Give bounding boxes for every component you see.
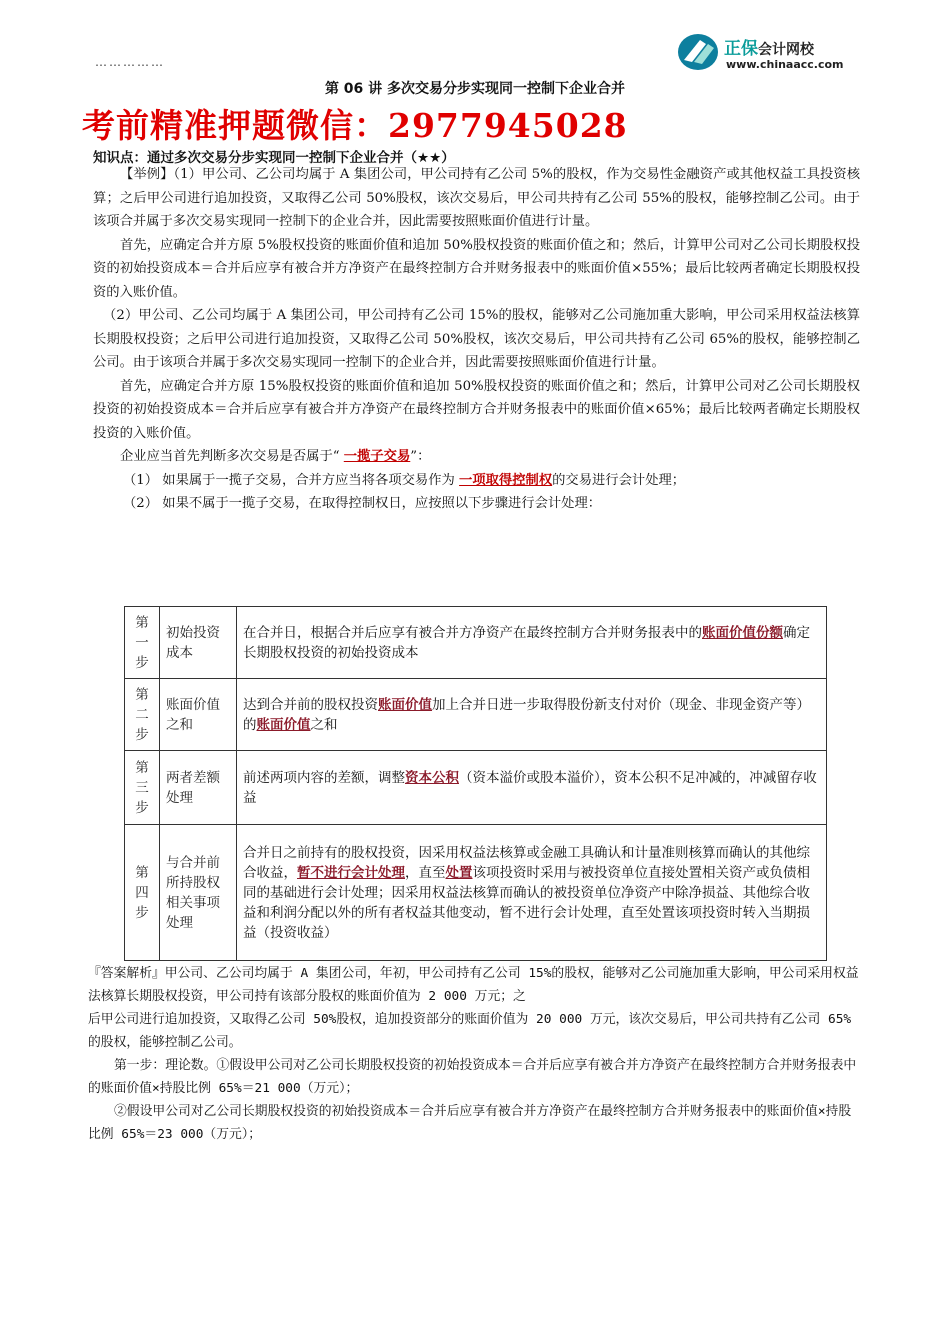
step-name: 账面价值之和 <box>166 696 220 733</box>
answer-step-1: 第一步：理论数。①假设甲公司对乙公司长期股权投资的初始投资成本＝合并后应享有被合并方净资产在最终控制方合并财务报表中的账面价值×持股比例 65%＝21 000（万元）； <box>88 1058 857 1096</box>
step-name-cell <box>160 825 237 961</box>
step-label-cell <box>125 679 160 751</box>
step-label-cell <box>125 607 160 679</box>
logo-brand <box>724 34 814 59</box>
table-row <box>125 751 827 825</box>
case-1-paragraph <box>93 469 860 493</box>
logo-brand-name: 正保 <box>724 39 758 59</box>
step-description <box>237 825 827 961</box>
table-row <box>125 679 827 751</box>
step-keyword: 暂不进行会计处理 <box>297 864 405 881</box>
answer-paragraph-1: 『答案解析』甲公司、乙公司均属于 A 集团公司，年初，甲公司持有乙公司 15%的股权，能够对乙公司施加重大影响，甲公司采用权益法核算长期股权投资，甲公司持有该部分股权的账面价值为 2 000 万元；之 <box>88 966 859 1004</box>
step-description <box>237 679 827 751</box>
example-paragraph-4: 首先，应确定合并方原 15%股权投资的账面价值和追加 50%股权投资的账面价值之和；然后，计算甲公司对乙公司长期股权投资的初始投资成本＝合并后应享有被合并方净资产在最终控制方合并财务报表中的账面价值×65%；最后比较两者确定长期股权投资的入账价值。 <box>93 378 860 441</box>
step-name: 与合并前所持股权相关事项处理 <box>166 854 220 931</box>
lecture-title: 第 06 讲 多次交易分步实现同一控制下企业合并 <box>324 81 626 97</box>
case-1-text-before: （1） 如果属于一揽子交易，合并方应当将各项交易作为 <box>123 472 460 488</box>
step-name-cell <box>160 679 237 751</box>
step-description <box>237 751 827 825</box>
step-desc-text: 合并日之前持有的股权投资，因采用权益法核算或金融工具确认和计量准则核算而确认的其他综合收益， <box>243 844 810 881</box>
keyword-control-transaction: 一项取得控制权 <box>459 472 553 488</box>
step-keyword: 账面价值份额 <box>702 624 783 641</box>
step-label: 第二步 <box>135 686 149 743</box>
judgement-paragraph <box>93 445 860 469</box>
logo-emblem-icon <box>676 32 720 72</box>
example-paragraph-1: 【举例】（1）甲公司、乙公司均属于 A 集团公司，甲公司持有乙公司 5%的股权，作为交易性金融资产或其他权益工具投资核算；之后甲公司进行追加投资，又取得乙公司 50%股权，该次交易后，甲公司共持有乙公司 55%的股权，能够控制乙公司。由于该项合并属于多次交易实现同一控制下的企业合并，因此需要按照账面价值进行计量。 <box>93 167 860 229</box>
keyword-package-deal: 一揽子交易 <box>343 449 411 464</box>
answer-paragraph-2: 后甲公司进行追加投资，又取得乙公司 50%股权，追加投资部分的账面价值为 20 000 万元，该次交易后，甲公司共持有乙公司 65%的股权，能够控制乙公司。 <box>88 1012 852 1050</box>
example-paragraph-3: （2）甲公司、乙公司均属于 A 集团公司，甲公司持有乙公司 15%的股权，能够对乙公司施加重大影响，甲公司采用权益法核算长期股权投资；之后甲公司进行追加投资，又取得乙公司 50%股权，该次交易后，甲公司共持有乙公司 65%的股权，能够控制乙公司。由于该项合并属于多次交易实现同一控制下的企业合并，因此需要按照账面价值进行计量。 <box>93 308 860 370</box>
answer-step-1-alt: ②假设甲公司对乙公司长期股权投资的初始投资成本＝合并后应享有被合并方净资产在最终控制方合并财务报表中的账面价值×持股比例 65%＝23 000（万元）； <box>88 1104 852 1142</box>
step-desc-text: 确定长期股权投资的初始投资成本 <box>243 624 810 661</box>
step-label: 第三步 <box>135 759 149 816</box>
step-description <box>237 607 827 679</box>
case-2-paragraph: （2） 如果不属于一揽子交易，在取得控制权日，应按照以下步骤进行会计处理： <box>123 496 602 511</box>
step-keyword: 处置 <box>445 864 473 881</box>
case-1-text-after: 的交易进行会计处理； <box>552 472 686 488</box>
logo-url: www.chinaacc.com <box>726 58 844 71</box>
step-desc-text: 该项投资时采用与被投资单位直接处置相关资产或负债相同的基础进行会计处理；因采用权益法核算而确认的被投资单位净资产中除净损益、其他综合收益和利润分配以外的所有者权益其他变动，暂不进行会计处理，直至处置该项投资时转入当期损益（投资收益） <box>243 864 810 941</box>
logo-brand-sub: 会计网校 <box>758 42 814 58</box>
step-desc-text: 达到合并前的股权投资 <box>243 696 378 713</box>
example-section <box>93 163 860 516</box>
steps-table <box>124 606 827 961</box>
step-name-cell <box>160 607 237 679</box>
knowledge-point-title: 知识点：通过多次交易分步实现同一控制下企业合并（★★） <box>93 150 455 166</box>
step-keyword: 资本公积 <box>405 769 459 786</box>
corner-mark: …………… <box>95 55 165 69</box>
step-desc-text: ，直至 <box>405 864 446 881</box>
watermark-text: 考前精准押题微信：2977945028 <box>82 106 628 145</box>
judgement-text-after: ”： <box>410 449 431 464</box>
chinaacc-logo[interactable] <box>676 30 876 80</box>
example-paragraph-2: 首先，应确定合并方原 5%股权投资的账面价值和追加 50%股权投资的账面价值之和；然后，计算甲公司对乙公司长期股权投资的初始投资成本＝合并后应享有被合并方净资产在最终控制方合并财务报表中的账面价值×55%；最后比较两者确定长期股权投资的入账价值。 <box>93 237 860 300</box>
step-desc-text: 在合并日，根据合并后应享有被合并方净资产在最终控制方合并财务报表中的 <box>243 624 702 641</box>
step-name: 两者差额处理 <box>166 769 220 806</box>
step-desc-text: 加上合并日进一步取得股份新支付对价（现金、非现金资产等）的 <box>243 696 810 733</box>
table-row <box>125 607 827 679</box>
step-label-cell <box>125 825 160 961</box>
table-row <box>125 825 827 961</box>
step-keyword: 账面价值 <box>256 716 311 733</box>
judgement-text-before: 企业应当首先判断多次交易是否属于“ <box>120 449 344 464</box>
step-label: 第一步 <box>135 614 149 671</box>
step-label-cell <box>125 751 160 825</box>
step-keyword: 账面价值 <box>378 696 432 713</box>
step-desc-text: 前述两项内容的差额，调整 <box>243 769 405 786</box>
step-desc-text: 之和 <box>310 716 338 733</box>
step-name-cell <box>160 751 237 825</box>
step-label: 第四步 <box>135 864 149 921</box>
answer-section <box>88 962 863 1146</box>
step-desc-text: （资本溢价或股本溢价），资本公积不足冲减的，冲减留存收益 <box>243 769 817 806</box>
step-name: 初始投资成本 <box>166 624 220 661</box>
